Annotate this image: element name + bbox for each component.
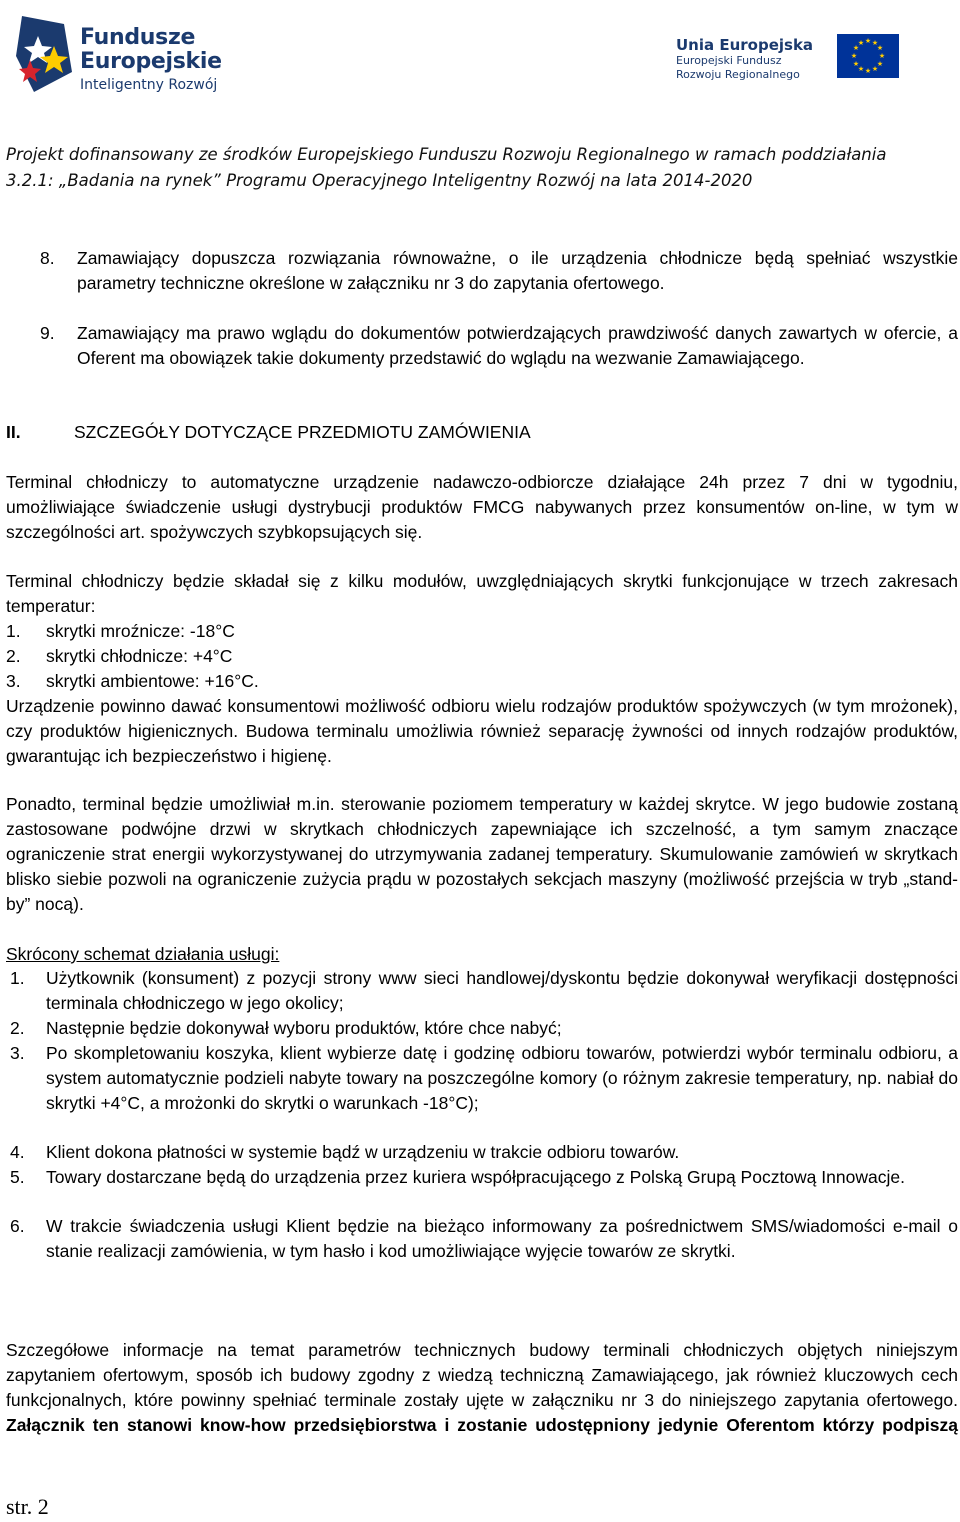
- svg-text:★: ★: [876, 60, 884, 68]
- list-item-number: 9.: [40, 323, 55, 343]
- eu-flag-icon: [837, 34, 899, 78]
- scheme-item: [10, 1214, 958, 1289]
- scheme-item: [10, 1165, 958, 1215]
- svg-text:★: ★: [878, 52, 886, 60]
- scheme-item: [10, 1041, 958, 1141]
- temperature-item-number: 1.: [6, 621, 21, 641]
- temperature-item-text: skrytki ambientowe: +16°C.: [46, 671, 259, 691]
- scheme-item-text: Użytkownik (konsument) z pozycji strony www sieci handlowej/dyskontu będzie dokonywał weryfikacji dostępności terminala chłodniczego w jego okolicy;: [46, 968, 958, 1013]
- svg-text:★: ★: [876, 44, 884, 52]
- temperature-item-text: skrytki mroźnicze: -18°C: [46, 621, 235, 641]
- paragraph-modules-intro: Terminal chłodniczy będzie składał się z kilku modułów, uwzględniających skrytki funkcjonujące w trzech zakresach temperatur:: [6, 571, 958, 616]
- svg-text:★: ★: [857, 39, 865, 47]
- list-item-number: 8.: [40, 248, 55, 268]
- logo-left-line2: Europejskie: [80, 49, 222, 74]
- final-paragraph-bold: Załącznik ten stanowi know-how przedsiębiorstwa i zostanie udostępniony jedynie Oferentom którzy podpiszą: [6, 1415, 958, 1435]
- scheme-item: [10, 966, 958, 1016]
- svg-text:★: ★: [852, 44, 860, 52]
- paragraph-temperature-control: Ponadto, terminal będzie umożliwiał m.in. sterowanie poziomem temperatury w każdej skrytce. W jego budowie zostaną zastosowane podwójne drzwi w skrytkach chłodniczych zapewniające ich szczelność, a tym samym znaczące ograniczenie strat energii wykorzystywanej do utrzymywania zadanej temperatury. Skumulowanie zamówień w skrytkach blisko siebie pozwoli na ograniczenie zużycia prądu w pozostałych sekcjach maszyny (możliwość przejścia w tryb „stand-by” nocą).: [6, 794, 958, 914]
- section-title: SZCZEGÓŁY DOTYCZĄCE PRZEDMIOTU ZAMÓWIENIA: [74, 422, 531, 442]
- scheme-item-text: Po skompletowaniu koszyka, klient wybierze datę i godzinę odbioru towarów, potwierdzi wybór terminalu odbioru, a system automatycznie podzieli nabyte towary na poszczególne komory (o różnym zakresie temperatury, np. nabiał do skrytki +4°C, a mrożonki do skrytki o warunkach -18°C);: [46, 1043, 958, 1113]
- logo-left-line3: Inteligentny Rozwój: [80, 77, 218, 93]
- fundusze-europejskie-logo: [14, 12, 254, 102]
- temperature-item: [6, 619, 606, 644]
- svg-text:★: ★: [864, 67, 872, 75]
- scheme-item-number: 2.: [10, 1018, 25, 1038]
- section-number: II.: [6, 422, 21, 442]
- scheme-item-number: 5.: [10, 1167, 25, 1187]
- paragraph-technical-details: [6, 1338, 958, 1438]
- paragraph-terminal-description: Terminal chłodniczy to automatyczne urządzenie nadawczo-odbiorcze działające 24h przez 7 dni w tygodniu, umożliwiające świadczenie usługi dystrybucji produktów FMCG nabywanych przez konsumentów on-line, w tym w szczególności art. spożywczych szybkopsujących się.: [6, 472, 958, 542]
- svg-text:★: ★: [864, 37, 872, 45]
- temperature-item-text: skrytki chłodnicze: +4°C: [46, 646, 233, 666]
- logo-right-line1: Unia Europejska: [676, 36, 814, 54]
- logo-left-line1: Fundusze: [80, 25, 196, 50]
- scheme-item-number: 1.: [10, 968, 25, 988]
- fe-stars-icon: [14, 12, 78, 102]
- logo-right-line3: Rozwoju Regionalnego: [676, 68, 800, 81]
- logo-right-line2: Europejski Fundusz: [676, 54, 782, 67]
- paragraph-device-capabilities: Urządzenie powinno dawać konsumentowi możliwość odbioru wielu rodzajów produktów spożywczych (w tym mrożonek), czy produktów higienicznych. Budowa terminalu umożliwia również separację żywności od innych rodzajów produktów, gwarantując ich bezpieczeństwo i higienę.: [6, 696, 958, 766]
- scheme-item-number: 6.: [10, 1216, 25, 1236]
- svg-text:★: ★: [871, 65, 879, 73]
- temperature-item-number: 3.: [6, 671, 21, 691]
- list-item: [40, 321, 958, 396]
- project-note-line2: 3.2.1: „Badania na rynek” Programu Operacyjnego Inteligentny Rozwój na lata 2014-2020: [6, 171, 753, 190]
- scheme-item-number: 4.: [10, 1142, 25, 1162]
- svg-text:★: ★: [850, 52, 858, 60]
- final-paragraph-text: Szczegółowe informacje na temat parametrów technicznych budowy terminali chłodniczych objętych niniejszym zapytaniem ofertowym, sposób ich budowy zgodny z wiedzą techniczną Zamawiającego, jak również kluczowych cech funkcjonalnych, które powinny spełniać terminale zostały ujęte w załączniku nr 3 do niniejszego zapytania ofertowego.: [6, 1340, 958, 1410]
- scheme-item: [10, 1140, 958, 1165]
- project-note-line1: Projekt dofinansowany ze środków Europejskiego Funduszu Rozwoju Regionalnego w ramach poddziałania: [6, 145, 887, 164]
- scheme-item-text: Następnie będzie dokonywał wyboru produktów, które chce nabyć;: [46, 1018, 562, 1038]
- temperature-item: [6, 644, 606, 669]
- project-funding-note: [6, 142, 956, 194]
- page-number: str. 2: [6, 1494, 49, 1519]
- svg-text:★: ★: [857, 65, 865, 73]
- unia-europejska-logo: [672, 30, 907, 90]
- scheme-item: [10, 1016, 958, 1041]
- temperature-item: [6, 669, 606, 694]
- list-item: [40, 246, 958, 321]
- svg-text:★: ★: [871, 39, 879, 47]
- list-item-text: Zamawiający ma prawo wglądu do dokumentów potwierdzających prawdziwość danych zawartych w ofercie, a Oferent ma obowiązek takie dokumenty przedstawić do wglądu na wezwanie Zamawiającego.: [77, 323, 958, 368]
- scheme-item-text: Towary dostarczane będą do urządzenia przez kuriera współpracującego z Polską Grupą Pocztową Innowacje.: [46, 1167, 905, 1187]
- scheme-heading: Skrócony schemat działania usługi:: [6, 944, 280, 964]
- scheme-item-text: Klient dokona płatności w systemie bądź w urządzeniu w trakcie odbioru towarów.: [46, 1142, 680, 1162]
- temperature-item-number: 2.: [6, 646, 21, 666]
- svg-text:★: ★: [852, 60, 860, 68]
- scheme-item-number: 3.: [10, 1043, 25, 1063]
- list-item-text: Zamawiający dopuszcza rozwiązania równoważne, o ile urządzenia chłodnicze będą spełniać wszystkie parametry techniczne określone w załączniku nr 3 do zapytania ofertowego.: [77, 248, 958, 293]
- scheme-item-text: W trakcie świadczenia usługi Klient będzie na bieżąco informowany za pośrednictwem SMS/wiadomości e-mail o stanie realizacji zamówienia, w tym hasło i kod umożliwiające wyjęcie towarów ze skrytki.: [46, 1216, 958, 1261]
